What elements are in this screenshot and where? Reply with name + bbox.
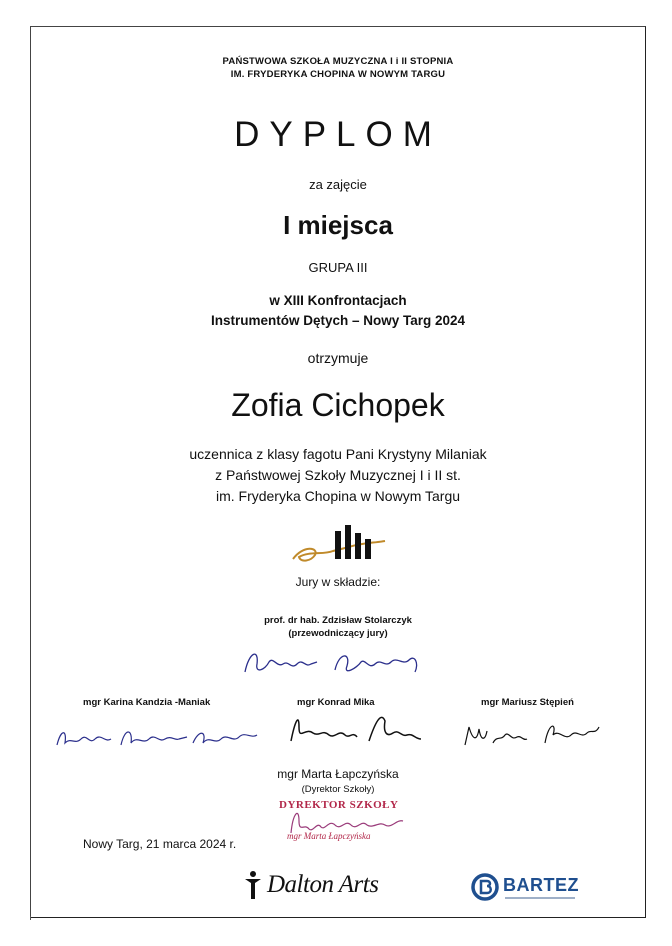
event-line-2: Instrumentów Dętych – Nowy Targ 2024 xyxy=(210,313,466,328)
place-text: I miejsca xyxy=(283,210,393,240)
desc-line-1: uczennica z klasy fagotu Pani Krystyny Milaniak xyxy=(189,446,487,462)
jury-chair-role: (przewodniczący jury) xyxy=(288,628,388,639)
event-name xyxy=(31,291,645,331)
member-2-signature xyxy=(285,707,425,751)
date-place: Nowy Targ, 21 marca 2024 r. xyxy=(83,837,237,851)
jury-member-1: mgr Karina Kandzia -Maniak xyxy=(83,697,211,708)
sponsor-2-name: BARTEZ xyxy=(503,875,579,895)
dalton-figure-icon xyxy=(243,869,263,901)
diploma-title: DYPLOM xyxy=(234,115,442,154)
contest-logo xyxy=(289,521,389,571)
desc-line-2: z Państwowej Szkoły Muzycznej I i II st. xyxy=(215,467,461,483)
member-1-signature xyxy=(53,719,263,753)
desc-line-3: im. Fryderyka Chopina w Nowym Targu xyxy=(215,488,461,504)
page-corner-mark xyxy=(30,916,39,920)
member-3-signature xyxy=(461,713,611,753)
sponsor-1-name: Dalton Arts xyxy=(267,871,379,898)
stamp-line-2: mgr Marta Łapczyńska xyxy=(287,831,371,841)
diploma-page xyxy=(30,26,646,918)
jury-heading: Jury w składzie: xyxy=(295,575,381,589)
bartez-tagline-bar xyxy=(505,897,575,899)
jury-chair-name: prof. dr hab. Zdzisław Stolarczyk xyxy=(264,615,412,626)
jury-member-3: mgr Mariusz Stępień xyxy=(481,697,574,708)
school-name xyxy=(31,55,645,81)
chair-signature xyxy=(239,642,429,682)
for-text: za zajęcie xyxy=(309,177,367,192)
bartez-b-icon xyxy=(471,873,499,901)
director-stamp xyxy=(269,799,419,843)
jury-member-2: mgr Konrad Mika xyxy=(297,697,375,708)
recipient-description xyxy=(31,444,645,507)
stamp-line-1: DYREKTOR SZKOŁY xyxy=(279,799,399,811)
event-line-1: w XIII Konfrontacjach xyxy=(269,293,407,308)
receives-text: otrzymuje xyxy=(307,350,369,366)
group-text: GRUPA III xyxy=(308,260,368,275)
dalton-arts-logo xyxy=(243,867,413,903)
director-name: mgr Marta Łapczyńska xyxy=(277,767,399,781)
school-line-1: PAŃSTWOWA SZKOŁA MUZYCZNA I i II STOPNIA xyxy=(222,56,454,67)
recipient-name: Zofia Cichopek xyxy=(231,387,445,423)
jury-chair xyxy=(31,614,645,640)
school-line-2: IM. FRYDERYKA CHOPINA W NOWYM TARGU xyxy=(230,69,446,80)
director-signature xyxy=(269,803,419,839)
bartez-logo xyxy=(471,873,591,905)
director-role: (Dyrektor Szkoły) xyxy=(301,784,375,795)
